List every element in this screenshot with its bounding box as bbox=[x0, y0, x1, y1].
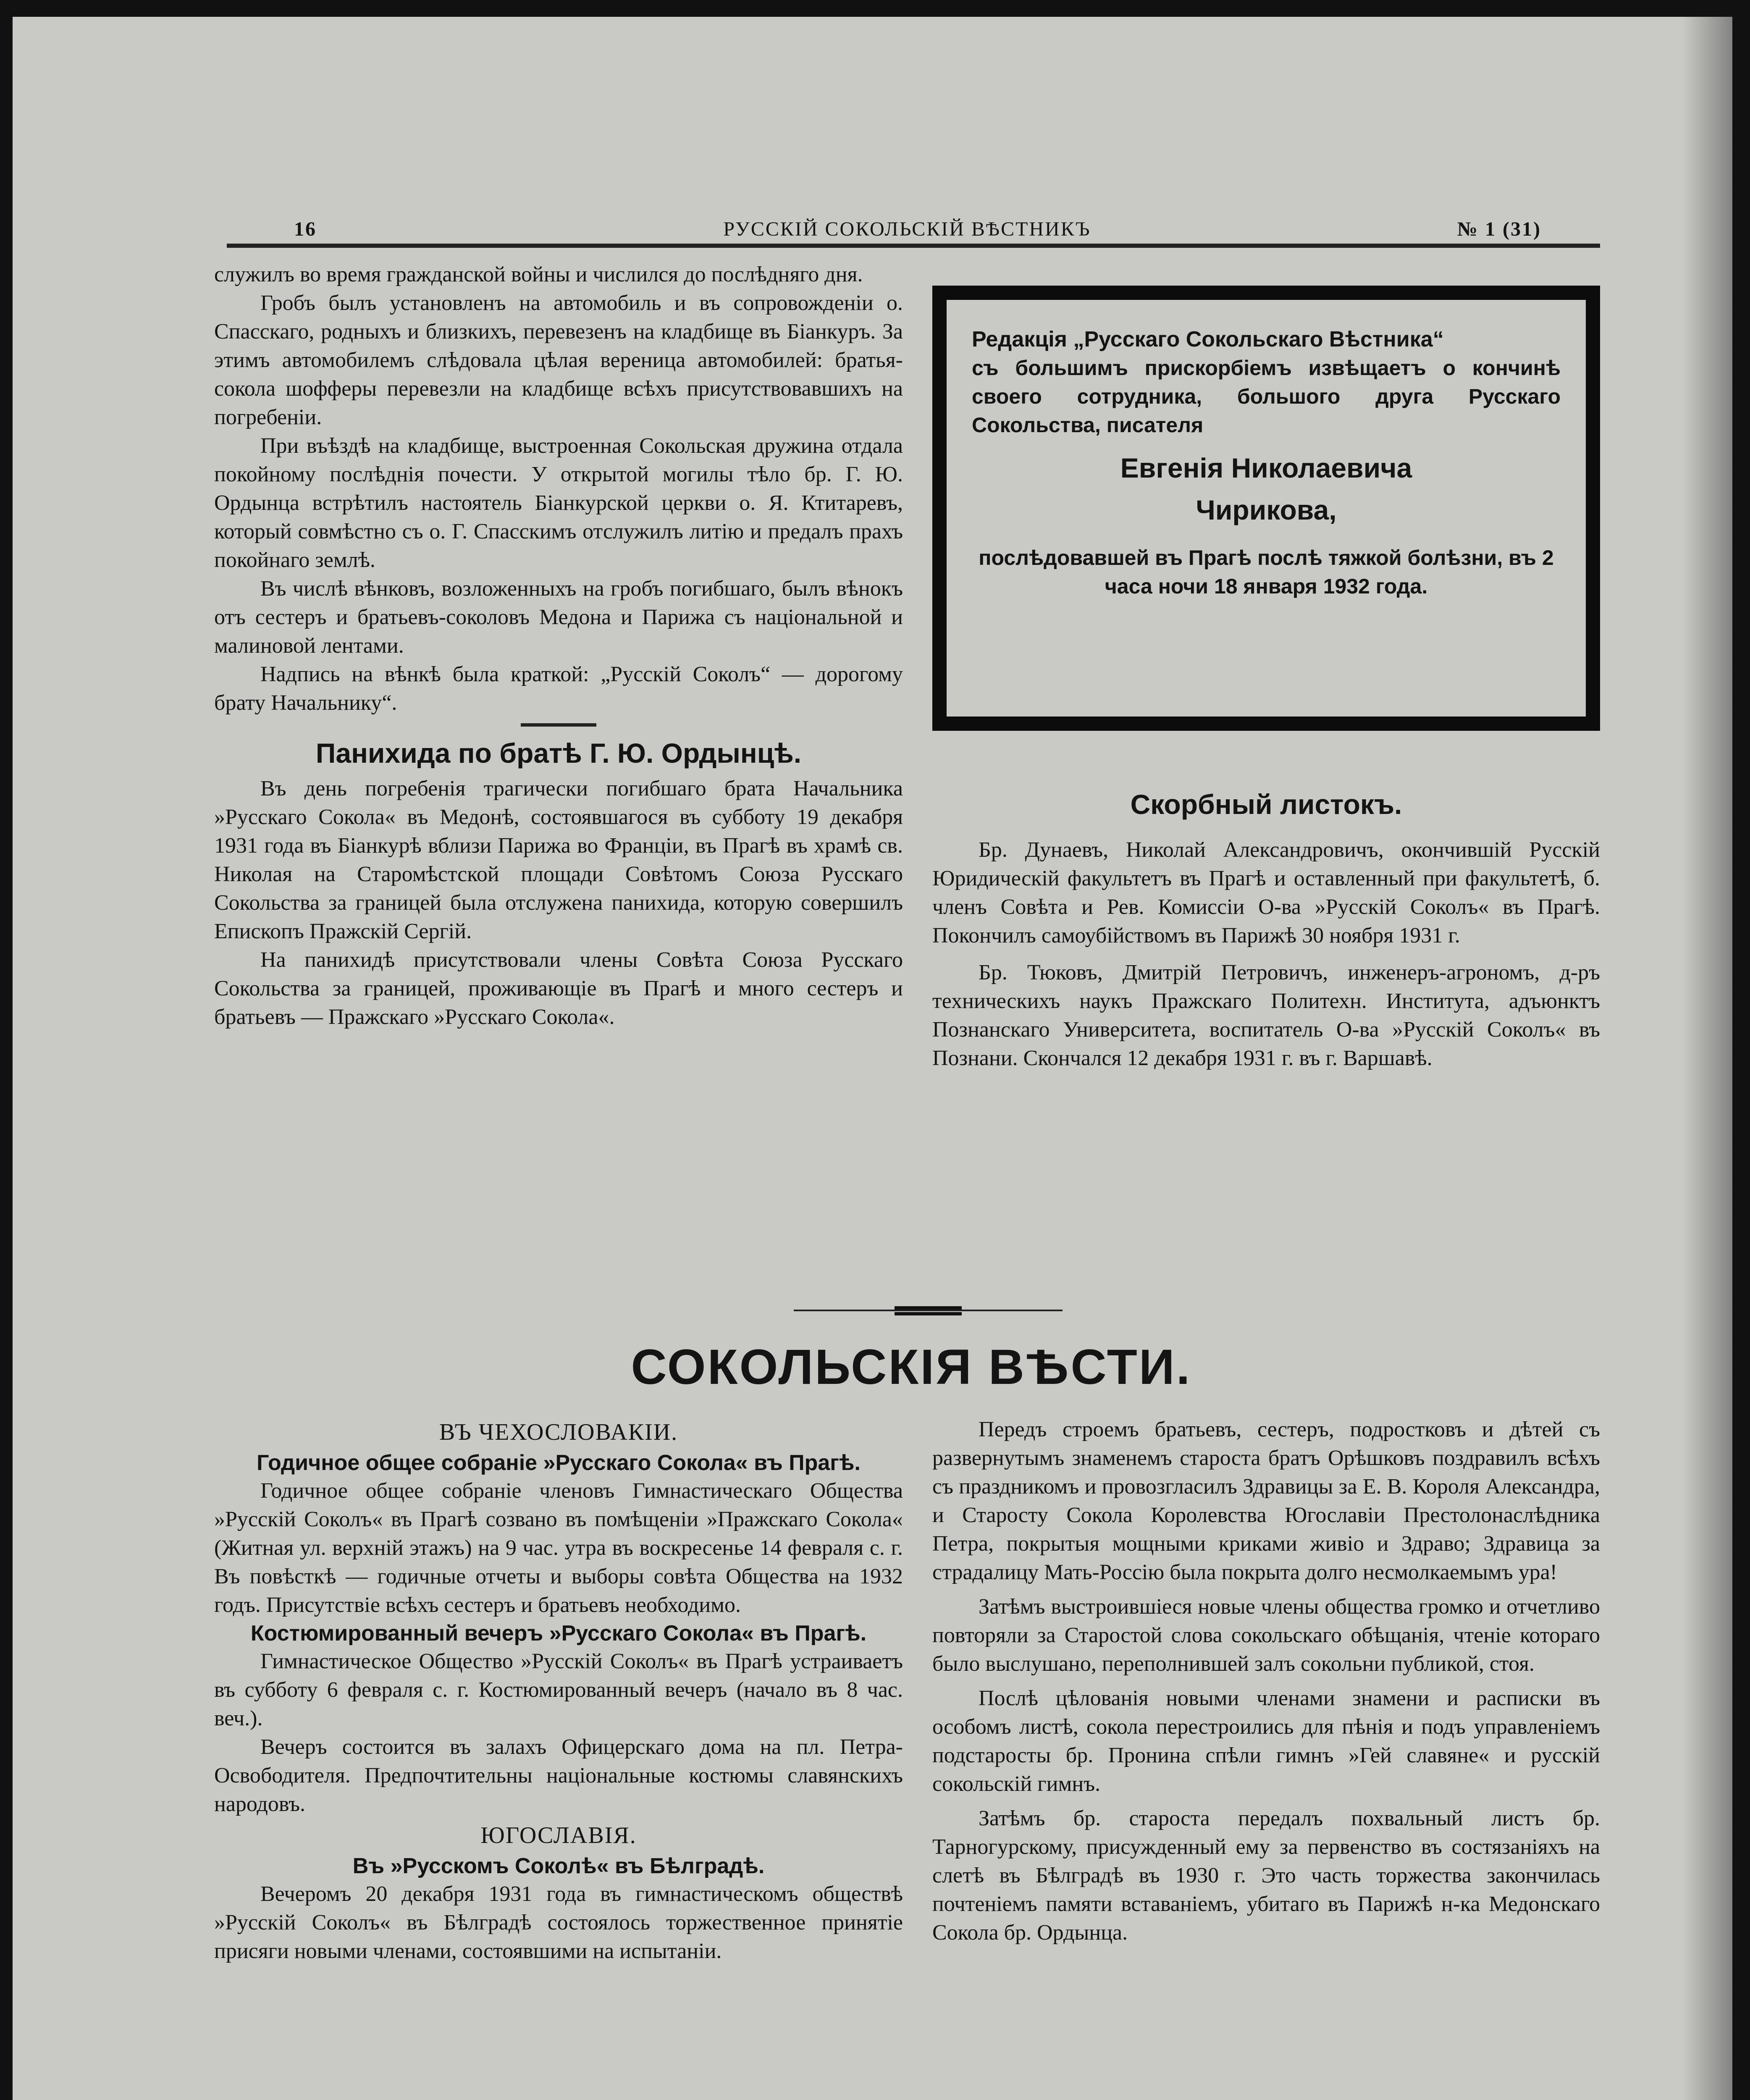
notice-name-line-2: Чирикова, bbox=[1196, 494, 1337, 525]
belgrade-paragraph: Вечеромъ 20 декабря 1931 года въ гимнастическомъ обществѣ »Русскій Соколъ« въ Бѣлградѣ состоялось торжественное принятіе присяги новыми членами, состоявшими на испытаніи. bbox=[214, 1882, 903, 1963]
left-paragraph-1: служилъ во время гражданской войны и числился до послѣдняго дня. bbox=[214, 262, 863, 286]
mourning-entry-1: Бр. Дунаевъ, Николай Александровичъ, окончившій Русскій Юридическій факультетъ въ Прагѣ и оставленный при факультетѣ, б. членъ Совѣта и Рев. Комиссіи О-ва »Русскій Соколъ« въ Прагѣ. Покончилъ самоубійствомъ въ Парижѣ 30 ноября 1931 г. bbox=[932, 838, 1600, 948]
meeting-paragraph: Годичное общее собраніе членовъ Гимнастическаго Общества »Русскій Соколъ« въ Прагѣ созвано въ помѣщеніи »Пражскаго Сокола« (Житная ул. верхній этажъ) на 9 час. утра въ воскресенье 14 февраля с. г. Въ повѣсткѣ — годичные отчеты и выборы совѣта Общества на 1932 годъ. Присутствіе всѣхъ сестеръ и братьевъ необходимо. bbox=[214, 1479, 903, 1617]
left-paragraph-5: Надпись на вѣнкѣ была краткой: „Русскій Соколъ“ — дорогому брату Начальнику“. bbox=[214, 662, 903, 715]
right-column-top bbox=[932, 785, 1600, 1073]
notice-tail: послѣдовавшей въ Прагѣ послѣ тяжкой болѣзни, въ 2 часа ночи 18 января 1932 года. bbox=[979, 546, 1554, 598]
notice-editorial-line: Редакція „Русскаго Сокольскаго Вѣстника“ bbox=[972, 327, 1444, 352]
panikhida-paragraph-1: Въ день погребенія трагически погибшаго брата Начальника »Русскаго Сокола« въ Медонѣ, состоявшагося въ субботу 19 декабря 1931 года въ Біанкурѣ вблизи Парижа во Франціи, въ Прагѣ въ храмѣ св. Николая на Старомѣстской площади Совѣтомъ Союза Русскаго Сокольства за границей была отслужена панихида, которую совершилъ Епископъ Пражскій Сергій. bbox=[214, 777, 903, 943]
panikhida-title: Панихида по братѣ Г. Ю. Ордынцѣ. bbox=[315, 738, 802, 769]
left-column-bottom bbox=[214, 1415, 903, 1966]
newspaper-page bbox=[13, 17, 1732, 2100]
left-column-top bbox=[214, 260, 903, 1032]
notice-name-line-1: Евгенія Николаевича bbox=[1120, 452, 1412, 483]
left-paragraph-4: Въ числѣ вѣнковъ, возложенныхъ на гробъ погибшаго, былъ вѣнокъ отъ сестеръ и братьевъ-соколовъ Медона и Парижа съ національной и малиновой лентами. bbox=[214, 577, 903, 658]
left-paragraph-3: При въѣздѣ на кладбище, выстроенная Сокольская дружина отдала покойному послѣднія почести. У открытой могилы тѣло бр. Г. Ю. Ордынца встрѣтилъ настоятель Біанкурской церкви о. Я. Ктитаревъ, который совмѣстно съ о. Г. Спасскимъ отслужилъ литію и предалъ прахъ покойнаго землѣ. bbox=[214, 434, 903, 572]
costume-paragraph-1: Гимнастическое Общество »Русскій Соколъ« въ Прагѣ устраиваетъ въ субботу 6 февраля с. г. Костюмированный вечеръ (начало въ 8 час. веч.). bbox=[214, 1649, 903, 1730]
section-divider bbox=[521, 723, 596, 727]
left-paragraph-2: Гробъ былъ установленъ на автомобиль и въ сопровожденіи о. Спасскаго, родныхъ и близкихъ, перевезенъ на кладбище въ Біанкуръ. За этимъ автомобилемъ слѣдовала цѣлая вереница автомобилей: братья-сокола шофферы перевезли на кладбище всѣхъ присутствовавшихъ на погребеніи. bbox=[214, 291, 903, 429]
obituary-notice-box bbox=[932, 286, 1600, 731]
region-yugoslavia: ЮГОСЛАВІЯ. bbox=[480, 1822, 637, 1848]
header-rule bbox=[227, 244, 1600, 248]
sokol-news-title: СОКОЛЬСКІЯ ВѢСТИ. bbox=[631, 1339, 1192, 1395]
divider-thick-bottom bbox=[895, 1312, 962, 1315]
journal-title: РУССКІЙ СОКОЛЬСКІЙ ВѢСТНИКЪ bbox=[723, 218, 1091, 240]
mourning-title: Скорбный листокъ. bbox=[1130, 789, 1402, 820]
issue-number: № 1 (31) bbox=[1457, 218, 1541, 240]
region-czechoslovakia: ВЪ ЧЕХОСЛОВАКІИ. bbox=[439, 1419, 678, 1445]
meeting-title: Годичное общее собраніе »Русскаго Сокола« въ Прагѣ. bbox=[257, 1451, 861, 1475]
panikhida-paragraph-2: На панихидѣ присутствовали члены Совѣта Союза Русскаго Сокольства за границей, проживающіе въ Прагѣ и много сестеръ и братьевъ — Пражскаго »Русскаго Сокола«. bbox=[214, 948, 903, 1029]
page-number: 16 bbox=[294, 218, 317, 240]
page-header bbox=[214, 214, 1600, 248]
divider-thick-top bbox=[895, 1306, 962, 1310]
right-column-bottom bbox=[932, 1415, 1600, 1947]
ceremony-paragraph-2: Затѣмъ выстроившіеся новые члены общества громко и отчетливо повторяли за Старостой слова сокольскаго обѣщанія, чтеніе котораго было выслушано, переполнившей залъ сокольни публикой, стоя. bbox=[932, 1595, 1600, 1676]
costume-paragraph-2: Вечеръ состоится въ залахъ Офицерскаго дома на пл. Петра-Освободителя. Предпочтительны національные костюмы славянскихъ народовъ. bbox=[214, 1735, 903, 1816]
ceremony-paragraph-3: Послѣ цѣлованія новыми членами знамени и расписки въ особомъ листѣ, сокола перестроились для пѣнія и подъ управленіемъ подстаросты бр. Пронина спѣли гимнъ »Гей славяне« и русскій сокольскій гимнъ. bbox=[932, 1686, 1600, 1796]
ceremony-paragraph-4: Затѣмъ бр. староста передалъ похвальный листъ бр. Тарногурскому, присужденный ему за первенство въ состязаніяхъ на слетѣ въ Бѣлградѣ въ 1930 г. Это часть торжества закончилась почтеніемъ памяти вставаніемъ, убитаго въ Парижѣ н-ка Медонскаго Сокола бр. Ордынца. bbox=[932, 1806, 1600, 1945]
double-rule-divider bbox=[794, 1306, 1063, 1319]
divider-line bbox=[794, 1310, 1063, 1311]
page-edge-shadow bbox=[1682, 17, 1732, 2100]
belgrade-title: Въ »Русскомъ Соколѣ« въ Бѣлградѣ. bbox=[352, 1854, 765, 1878]
mourning-entry-2: Бр. Тюковъ, Дмитрій Петровичъ, инженеръ-агрономъ, д-ръ техническихъ наукъ Пражскаго Политехн. Института, адъюнктъ Познанскаго Университета, воспитатель О-ва »Русскій Соколъ« въ Познани. Скончался 12 декабря 1931 г. въ г. Варшавѣ. bbox=[932, 961, 1600, 1070]
ceremony-paragraph-1: Передъ строемъ братьевъ, сестеръ, подростковъ и дѣтей съ развернутымъ знаменемъ староста братъ Орѣшковъ поздравилъ всѣхъ съ праздникомъ и провозгласилъ Здравицы за Е. В. Короля Александра, и Старосту Сокола Королевства Югославіи Престолонаслѣдника Петра, покрытыя мощными криками живіо и Здраво; Здравица за страдалицу Мать-Россію была покрыта долго несмолкаемымъ ура! bbox=[932, 1418, 1600, 1584]
costume-evening-title: Костюмированный вечеръ »Русскаго Сокола« въ Прагѣ. bbox=[250, 1621, 867, 1646]
notice-body: съ большимъ прискорбіемъ извѣщаетъ о кончинѣ своего сотрудника, большого друга Русскаго Сокольства, писателя bbox=[972, 356, 1561, 437]
